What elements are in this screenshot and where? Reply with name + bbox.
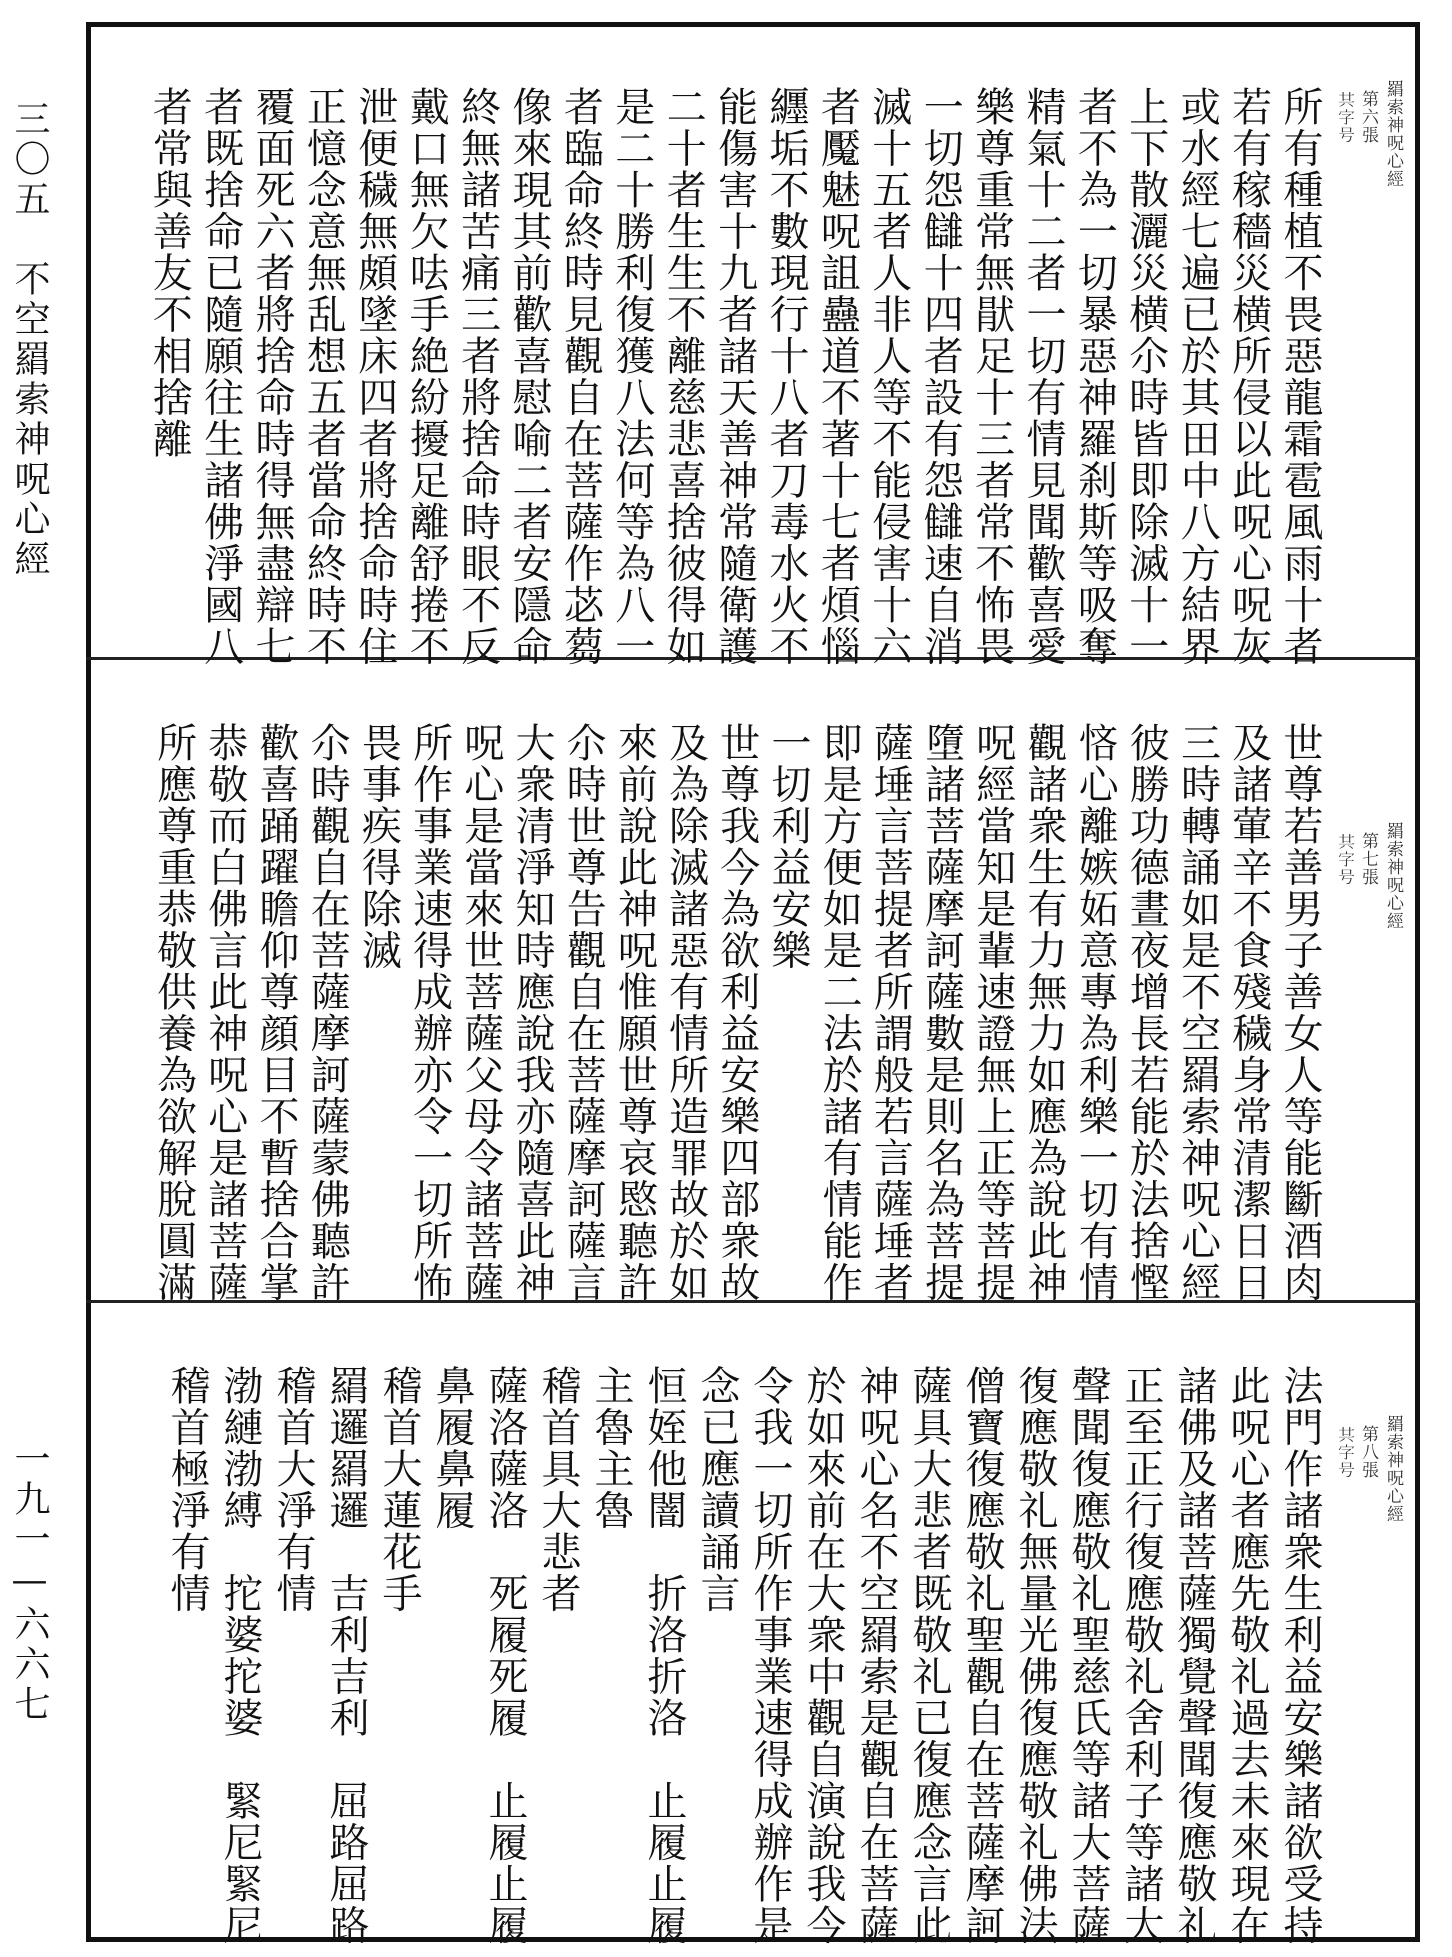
sutra-panel-1 — [100, 28, 1410, 667]
text-column: 來前說此神呪惟願世尊哀愍聽許 — [611, 722, 658, 1303]
text-column: 復應敬礼無量光佛復應敬礼佛法 — [1012, 1365, 1058, 1946]
text-column: 僧寶復應敬礼聖觀自在菩薩摩訶 — [959, 1365, 1005, 1946]
text-column: 呪心是當來世菩薩父母令諸菩薩 — [457, 722, 504, 1303]
text-column: 尒時觀自在菩薩摩訶薩蒙佛聽許 — [304, 722, 351, 1303]
panel-header — [1335, 80, 1406, 188]
text-column: 能傷害十九者諸天善神常隨衛護 — [711, 86, 758, 667]
text-column: 者不為一切暴惡神羅刹斯等吸奪 — [1071, 86, 1118, 667]
header-title: 羂索神呪心經 — [1383, 822, 1403, 930]
text-column: 主魯主魯 — [588, 1365, 634, 1531]
header-mark: 𠔏字号 — [1335, 832, 1355, 886]
text-column: 即是方便如是二法於諸有情能作 — [816, 722, 863, 1303]
text-column: 纒垢不數現行十八者刀毒水火不 — [763, 86, 809, 667]
text-column: 所應尊重恭敬供養為欲解脫圓滿 — [150, 722, 197, 1303]
text-column: 墮諸菩薩摩訶薩數是則名為菩提 — [918, 722, 965, 1303]
text-column: 薩具大悲者既敬礼已復應念言此 — [906, 1365, 952, 1946]
sutra-panel-2 — [100, 662, 1410, 1303]
text-column: 恒姪他闇 折洛折洛 止履止履 — [641, 1365, 687, 1946]
text-column: 是二十勝利復獲八法何等為八一 — [608, 86, 655, 667]
sutra-panel-3 — [100, 1305, 1410, 1946]
text-column: 薩洛薩洛 死履死履 止履止履 — [482, 1365, 528, 1946]
header-mark: 𠔏字号 — [1335, 90, 1355, 144]
text-column: 畏事疾得除滅 — [355, 722, 402, 971]
text-column: 及為除滅諸惡有情所造罪故於如 — [662, 722, 709, 1303]
text-column: 二十者生生不離慈悲喜捨彼得如 — [660, 86, 707, 667]
text-column: 聲聞復應敬礼聖慈氏等諸大菩薩 — [1065, 1365, 1111, 1946]
text-column: 精氣十二者一切有情見聞歡喜愛 — [1020, 86, 1066, 667]
text-column: 者魘魅呪詛蠱道不著十七者煩惱 — [814, 86, 861, 667]
text-column: 稽首大淨有情 — [270, 1365, 316, 1614]
text-column: 呪經當知是輩速證無上正等菩提 — [969, 722, 1016, 1303]
text-column: 所有種植不畏惡龍霜雹風雨十者 — [1277, 86, 1323, 667]
text-column: 者臨命終時見觀自在菩薩作苾蒭 — [557, 86, 604, 667]
text-column: 羂邏羂邏 吉利吉利 屈路屈路 — [323, 1365, 369, 1946]
text-column: 觀諸衆生有力無力如應為說此神 — [1021, 722, 1067, 1303]
text-column: 歡喜踊躍瞻仰尊顔目不暫捨合掌 — [253, 722, 299, 1303]
text-column: 法門作諸衆生利益安樂諸欲受持 — [1277, 1365, 1323, 1946]
text-column: 諸佛及諸菩薩獨覺聲聞復應敬礼 — [1171, 1365, 1217, 1946]
text-column: 大衆清淨知時應說我亦隨喜此神 — [509, 722, 555, 1303]
text-column: 泄便穢無頗墜床四者將捨命時住 — [351, 86, 398, 667]
text-column: 於如來前在大衆中觀自演說我今 — [800, 1365, 846, 1946]
margin-title: 三〇五 不空羂索神呪心經 — [9, 100, 50, 580]
text-column: 渤縺渤縛 拕婆拕婆 緊尼緊尼 — [217, 1365, 263, 1946]
text-column: 戴口無欠呿手絶紛擾足離舒捲不 — [403, 86, 450, 667]
text-column: 終無諸苦痛三者將捨命時眼不反 — [454, 86, 501, 667]
header-sheet: 第六張 — [1358, 90, 1378, 144]
text-column: 上下散灑災横尒時皆即除滅十一 — [1122, 86, 1169, 667]
header-title: 羂索神呪心經 — [1383, 1415, 1403, 1523]
text-column: 三時轉誦如是不空羂索神呪心經 — [1174, 722, 1221, 1303]
text-column: 正至正行復應敬礼舍利子等諸大 — [1118, 1365, 1164, 1946]
margin-page-number: 一九一—六六七 — [9, 1440, 50, 1725]
text-column: 者常與善友不相捨離 — [146, 86, 193, 460]
text-column: 或水經七遍已於其田中八方結界 — [1174, 86, 1221, 667]
text-column: 覆面死六者將捨命時得無盡辯七 — [249, 86, 295, 667]
text-column: 此呪心者應先敬礼過去未來現在 — [1224, 1365, 1270, 1946]
text-column: 滅十五者人非人等不能侵害十六 — [865, 86, 912, 667]
text-column: 稽首大蓮花手 — [376, 1365, 422, 1614]
panel-header — [1335, 822, 1406, 930]
text-column: 一切利益安樂 — [765, 722, 811, 971]
text-column: 者既捨命已隨願往生諸佛淨國八 — [197, 86, 244, 667]
header-title: 羂索神呪心經 — [1383, 80, 1403, 188]
text-column: 恭敬而白佛言此神呪心是諸菩薩 — [201, 722, 248, 1303]
text-column: 念已應讀誦言 — [694, 1365, 740, 1614]
text-column: 正憶念意無乱想五者當命終時不 — [300, 86, 347, 667]
header-sheet: 第八張 — [1358, 1425, 1378, 1479]
text-column: 神呪心名不空羂索是觀自在菩薩 — [853, 1365, 899, 1946]
panel-header — [1335, 1415, 1406, 1523]
header-sheet: 第七張 — [1358, 832, 1378, 886]
text-column: 所作事業速得成辦亦令一切所怖 — [406, 722, 453, 1303]
text-column: 若有稼穡災横所侵以此呪心呪灰 — [1225, 86, 1272, 667]
text-column: 稽首極淨有情 — [164, 1365, 210, 1614]
text-column: 及諸葷辛不食殘穢身常清潔日日 — [1225, 722, 1272, 1303]
text-column: 鼻履鼻履 — [429, 1365, 475, 1531]
text-column: 薩埵言菩提者所謂般若言薩埵者 — [867, 722, 914, 1303]
text-column: 彼勝功德晝夜增長若能於法捨慳 — [1123, 722, 1170, 1303]
text-column: 尒時世尊告觀自在菩薩摩訶薩言 — [560, 722, 607, 1303]
text-column: 世尊若善男子善女人等能斷酒肉 — [1277, 722, 1323, 1303]
text-column: 令我一切所作事業速得成辦作是 — [747, 1365, 793, 1946]
text-column: 世尊我今為欲利益安樂四部衆故 — [713, 722, 760, 1303]
text-column: 悋心離嫉妬意專為利樂一切有情 — [1072, 722, 1119, 1303]
header-mark: 𠔏字号 — [1335, 1425, 1355, 1479]
text-column: 像來現其前歡喜慰喻二者安隱命 — [506, 86, 552, 667]
text-column: 樂尊重常無猒足十三者常不怖畏 — [968, 86, 1015, 667]
text-column: 稽首具大悲者 — [535, 1365, 581, 1614]
text-column: 一切怨讎十四者設有怨讎速自消 — [917, 86, 964, 667]
